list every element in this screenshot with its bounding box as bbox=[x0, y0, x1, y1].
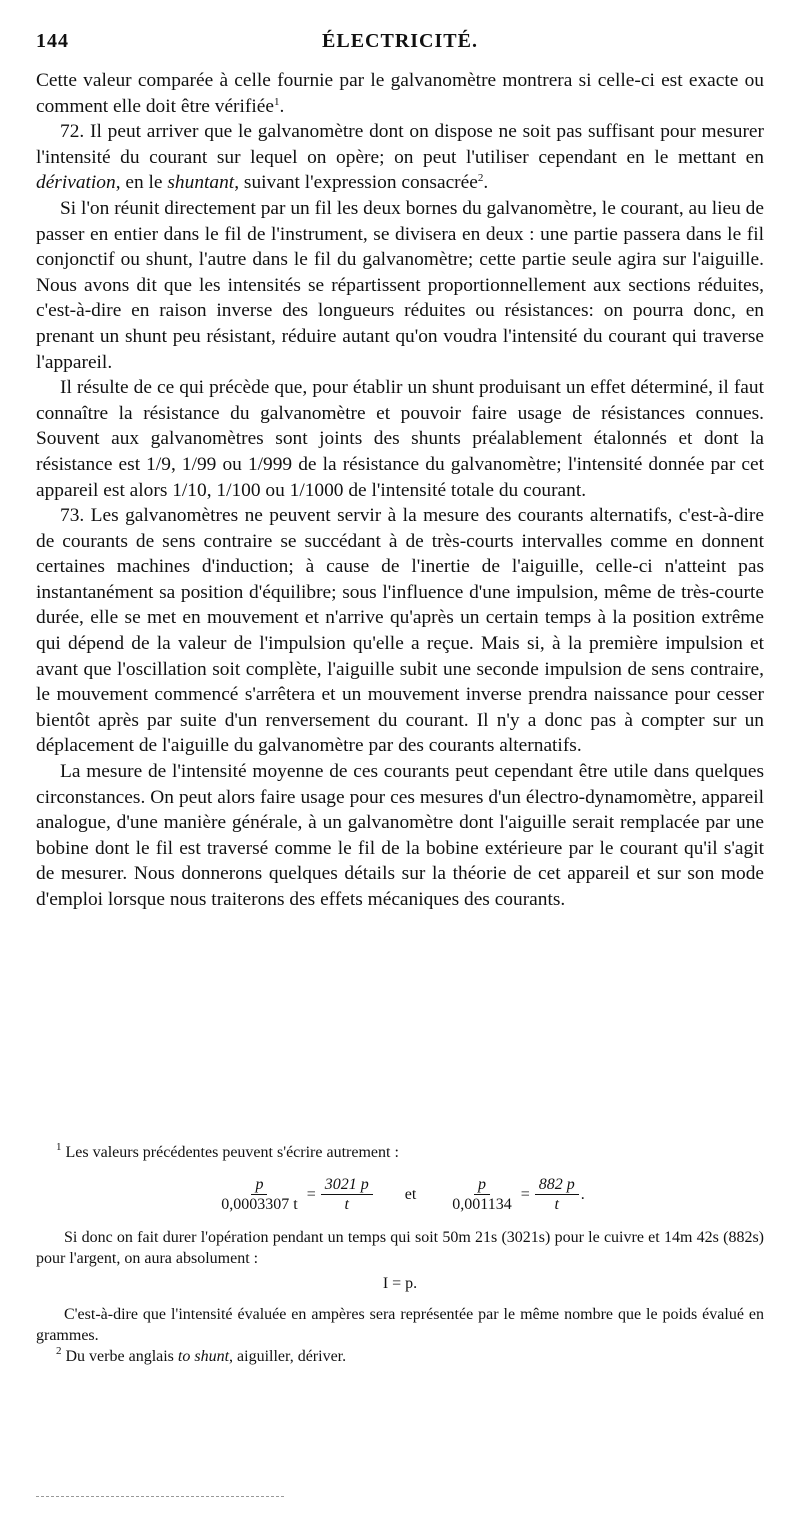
footnote-ref-2[interactable]: 2 bbox=[477, 172, 484, 185]
paragraph-electrodynamometer: La mesure de l'intensité moyenne de ces courants peut cependant être utile dans quelques circonstances. On peut alors faire usage pour ces mesures d'un électro-dynamomètre, appareil analogue, d'une manière générale, à un galvanomètre dont l'aiguille serait remplacée par une bobine dont le fil est traversé comme le fil de la bobine extérieure par le courant qu'il s'agit de mesurer. Nous donnerons quelques détails sur la théorie de cet appareil et sur son mode d'emploi lorsque nous traiterons des effets mécaniques des courants. bbox=[36, 761, 764, 910]
fraction-3: $\frac{p}{0,001134}$ bbox=[452, 1175, 512, 1213]
footnote-formula: $\frac{p}{0,0003307 t}$ = $\frac{3021 p}{t}$ et $\frac{p}{0,001134}$ = $\frac{882 p}{t}$ . bbox=[36, 1165, 764, 1223]
footnote-ref-1[interactable]: 1 bbox=[273, 95, 280, 108]
paragraph-72: 72. Il peut arriver que le galvanomètre dont on dispose ne soit pas suffisant pour mesurer l'intensité du courant sur lequel on opère; on peut l'utiliser cependant en le mettant en dérivation, en le shuntant, suivant l'expression consacrée$^2$. bbox=[36, 121, 764, 194]
page-header bbox=[36, 30, 764, 60]
fraction-4: $\frac{882 p}{t}$ bbox=[535, 1175, 579, 1214]
term-to-shunt: to shunt bbox=[177, 1348, 230, 1365]
footnote-1-para-2: Si donc on fait durer l'opération pendant un temps qui soit 50m 21s (3021s) pour le cuivre et 14m 42s (882s) pour l'argent, on aura absolument : bbox=[36, 1229, 764, 1267]
footnote-2: $^2$ Du verbe anglais to shunt, aiguiller, dériver. bbox=[56, 1345, 347, 1365]
paragraph-shunt: Si l'on réunit directement par un fil les deux bornes du galvanomètre, le courant, au lieu de passer en entier dans le fil de l'instrument, se divisera en deux : une partie passera dans le fil conjonctif ou shunt, l'autre dans le fil du galvanomètre; cette partie seule agira sur l'aiguille. Nous avons dit que les intensités se répartissent proportionnellement aux sections réduites, c'est-à-dire en raison inverse des longueurs réduites ou résistances: on pourra donc, en prenant un shunt peu résistant, réduire autant qu'on voudra l'intensité du courant qui traverse l'appareil. bbox=[36, 197, 764, 373]
main-text bbox=[36, 68, 764, 913]
fraction-2: $\frac{3021 p}{t}$ bbox=[321, 1175, 373, 1214]
page-number: 144 bbox=[36, 30, 69, 52]
running-title: ÉLECTRICITÉ. bbox=[322, 30, 478, 52]
footnote-mark-2: 2 bbox=[56, 1345, 62, 1357]
footnote-mark-1: 1 bbox=[56, 1141, 62, 1153]
footnote-1: $^1$ Les valeurs précédentes peuvent s'écrire autrement : bbox=[56, 1141, 399, 1161]
footnote-1-para-3: C'est-à-dire que l'intensité évaluée en ampères sera représentée par le même nombre que le poids évalué en grammes. bbox=[36, 1306, 764, 1344]
paragraph-1: Cette valeur comparée à celle fournie par le galvanomètre montrera si celle-ci est exacte ou comment elle doit être vérifiée$^1$. bbox=[36, 70, 764, 117]
footnotes bbox=[36, 1142, 764, 1367]
paragraph-73: 73. Les galvanomètres ne peuvent servir à la mesure des courants alternatifs, c'est-à-dire de courants de sens contraire se succédant à de très-courts intervalles comme en donnent certaines machines d'induction; à cause de l'inertie de l'aiguille, celle-ci n'atteint pas instantanément sa position d'équilibre; sous l'influence d'une impulsion, même de très-courte durée, elle se met en mouvement et n'arrive qu'après un certain temps à la position extrême qui dépend de la valeur de l'impulsion qu'elle a reçue. Mais si, à la première impulsion et avant que l'oscillation soit complète, l'aiguille subit une seconde impulsion de sens contraire, le mouvement commencé s'arrêtera et un mouvement inverse prendra naissance pour cesser bientôt après par suite d'un renversement du courant. Il n'y a donc pas à compter sur un déplacement de l'aiguille du galvanomètre par des courants alternatifs. bbox=[36, 505, 764, 757]
paragraph-resistance: Il résulte de ce qui précède que, pour établir un shunt produisant un effet déterminé, il faut connaître la résistance du galvanomètre et pouvoir faire usage de résistances connues. Souvent aux galvanomètres sont joints des shunts préalablement étalonnés et dont la résistance est 1/9, 1/99 ou 1/999 de la résistance du galvanomètre; l'intensité donnée par cet appareil est alors 1/10, 1/100 ou 1/1000 de l'intensité totale du courant. bbox=[36, 377, 764, 501]
term-derivation: dérivation bbox=[36, 172, 116, 194]
term-shuntant: shuntant bbox=[167, 172, 235, 194]
equation-i-equals-p: I = p. bbox=[382, 1275, 418, 1292]
fraction-1: $\frac{p}{0,0003307 t}$ bbox=[221, 1175, 298, 1213]
bottom-rule bbox=[36, 1496, 284, 1497]
